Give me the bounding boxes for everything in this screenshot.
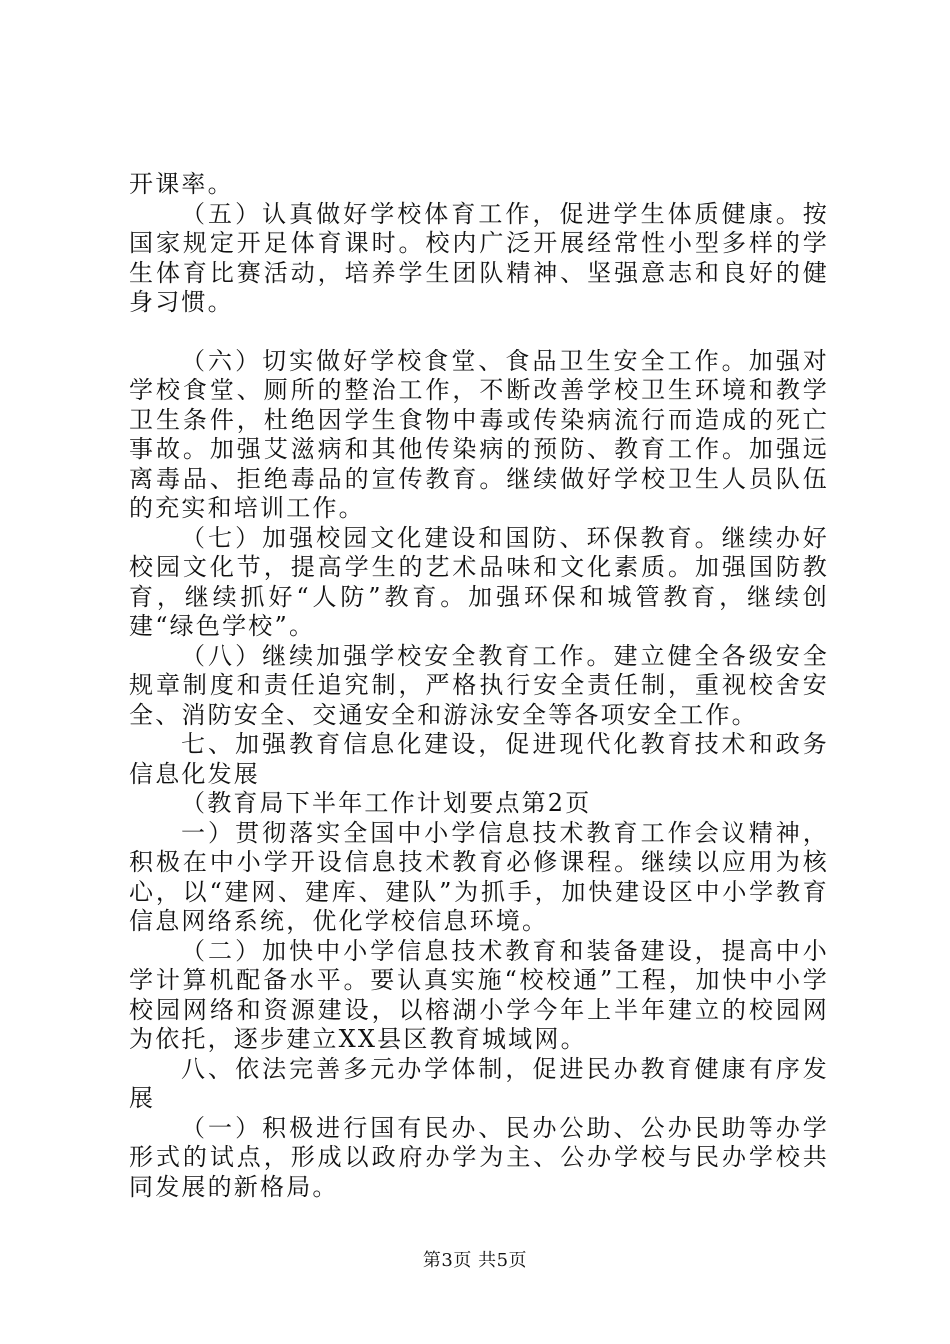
paragraph-5: （八）继续加强学校安全教育工作。建立健全各级安全规章制度和责任追究制，严格执行安全责任制，重视校舍安全、消防安全、交通安全和游泳安全等各项安全工作。 <box>129 641 829 729</box>
paragraph-4: （七）加强校园文化建设和国防、环保教育。继续办好校园文化节，提高学生的艺术品味和文化素质。加强国防教育，继续抓好“人防”教育。加强环保和城管教育，继续创建“绿色学校”。 <box>129 523 829 640</box>
document-body <box>129 170 829 1202</box>
paragraph-11: （一）积极进行国有民办、民办公助、公办民助等办学形式的试点，形成以政府办学为主、公办学校与民办学校共同发展的新格局。 <box>129 1113 829 1201</box>
paragraph-10: 八、依法完善多元办学体制，促进民办教育健康有序发展 <box>129 1054 829 1112</box>
paragraph-6: 七、加强教育信息化建设，促进现代化教育技术和政务信息化发展 <box>129 730 829 788</box>
paragraph-2: （五）认真做好学校体育工作，促进学生体质健康。按国家规定开足体育课时。校内广泛开展经常性小型多样的学生体育比赛活动，培养学生团队精神、坚强意志和良好的健身习惯。 <box>129 199 829 316</box>
page-footer: 第3页 共5页 <box>422 1250 528 1271</box>
paragraph-8: 一）贯彻落实全国中小学信息技术教育工作会议精神，积极在中小学开设信息技术教育必修课程。继续以应用为核心，以“建网、建库、建队”为抓手，加快建设区中小学教育信息网络系统，优化学校信息环境。 <box>129 818 829 935</box>
paragraph-1: 开课率。 <box>129 170 234 198</box>
paragraph-7: （教育局下半年工作计划要点第2页 <box>181 789 592 817</box>
paragraph-9: （二）加快中小学信息技术教育和装备建设，提高中小学计算机配备水平。要认真实施“校校通”工程，加快中小学校园网络和资源建设，以榕湖小学今年上半年建立的校园网为依托，逐步建立XX县区教育城域网。 <box>129 936 829 1053</box>
paragraph-3: （六）切实做好学校食堂、食品卫生安全工作。加强对学校食堂、厕所的整治工作，不断改善学校卫生环境和教学卫生条件，杜绝因学生食物中毒或传染病流行而造成的死亡事故。加强艾滋病和其他传染病的预防、教育工作。加强远离毒品、拒绝毒品的宣传教育。继续做好学校卫生人员队伍的充实和培训工作。 <box>129 346 829 522</box>
